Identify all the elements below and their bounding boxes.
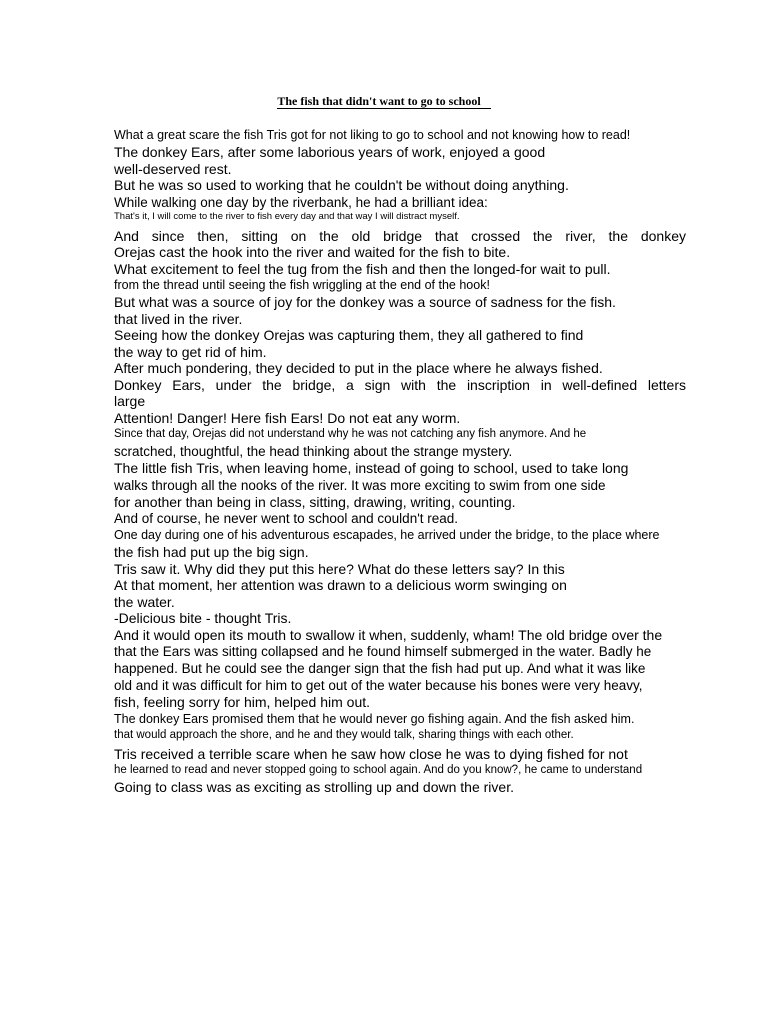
story-line: happened. But he could see the danger sign that the fish had put up. And what it was like [114, 661, 646, 676]
story-line: The donkey Ears, after some laborious years of work, enjoyed a good [114, 144, 546, 160]
story-line: Going to class was as exciting as strolling up and down the river. [114, 779, 514, 795]
story-line: that would approach the shore, and he and they would talk, sharing things with each other. [114, 728, 574, 741]
story-line: What a great scare the fish Tris got for not liking to go to school and not knowing how to read! [114, 128, 631, 142]
story-line: walks through all the nooks of the river. It was more exciting to swim from one side [114, 477, 606, 493]
story-line: well-deserved rest. [114, 160, 232, 177]
story-body [114, 127, 686, 796]
story-line: that the Ears was sitting collapsed and he found himself submerged in the water. Badly he [114, 644, 652, 659]
story-line: Attention! Danger! Here fish Ears! Do not eat any worm. [114, 409, 461, 426]
story-line: old and it was difficult for him to get out of the water because his bones were very heavy, [114, 678, 643, 693]
story-line: from the thread until seeing the fish wriggling at the end of the hook! [114, 278, 490, 292]
story-line: One day during one of his adventurous escapades, he arrived under the bridge, to the place where [114, 528, 660, 542]
story-line: After much pondering, they decided to put in the place where he always fished. [114, 360, 603, 376]
story-line: the water. [114, 593, 175, 610]
story-line: Tris saw it. Why did they put this here? What do these letters say? In this [114, 560, 565, 577]
story-line: Orejas cast the hook into the river and waited for the fish to bite. [114, 244, 511, 260]
story-line: Since that day, Orejas did not understand why he was not catching any fish anymore. And he [114, 428, 587, 440]
document-title [0, 94, 768, 108]
story-line: large [114, 393, 146, 409]
story-line: he learned to read and never stopped going to school again. And do you know?, he came to understand [114, 764, 643, 776]
story-line: Tris received a terrible scare when he saw how close he was to dying fished for not [114, 745, 628, 762]
story-line: The little fish Tris, when leaving home, instead of going to school, used to take long [114, 460, 629, 476]
story-line: What excitement to feel the tug from the fish and then the longed-for wait to pull. [114, 260, 611, 277]
story-line: At that moment, her attention was drawn to a delicious worm swinging on [114, 577, 567, 593]
story-line: scratched, thoughtful, the head thinking about the strange mystery. [114, 444, 513, 459]
story-line: Donkey Ears, under the bridge, a sign with the inscription in well-defined letters [114, 376, 686, 393]
story-line: That's it, I will come to the river to fish every day and that way I will distract myself. [114, 210, 460, 222]
story-line: Seeing how the donkey Orejas was capturing them, they all gathered to find [114, 327, 584, 343]
story-line: the fish had put up the big sign. [114, 544, 309, 560]
story-line: The donkey Ears promised them that he would never go fishing again. And the fish asked him. [114, 711, 635, 726]
story-line: that lived in the river. [114, 310, 243, 327]
story-line: And since then, sitting on the old bridge that crossed the river, the donkey [114, 227, 686, 244]
story-line: But what was a source of joy for the donkey was a source of sadness for the fish. [114, 294, 616, 310]
story-line: And it would open its mouth to swallow it when, suddenly, wham! The old bridge over the [114, 626, 663, 643]
story-line: -Delicious bite - thought Tris. [114, 610, 292, 626]
document-title-text: The fish that didn't want to go to school [277, 94, 490, 109]
story-line: While walking one day by the riverbank, he had a brilliant idea: [114, 194, 488, 210]
story-line: And of course, he never went to school and couldn't read. [114, 511, 459, 526]
story-line: for another than being in class, sitting, drawing, writing, counting. [114, 493, 516, 510]
story-line: But he was so used to working that he couldn't be without doing anything. [114, 177, 569, 193]
story-line: the way to get rid of him. [114, 343, 267, 360]
story-line: fish, feeling sorry for him, helped him out. [114, 694, 371, 710]
